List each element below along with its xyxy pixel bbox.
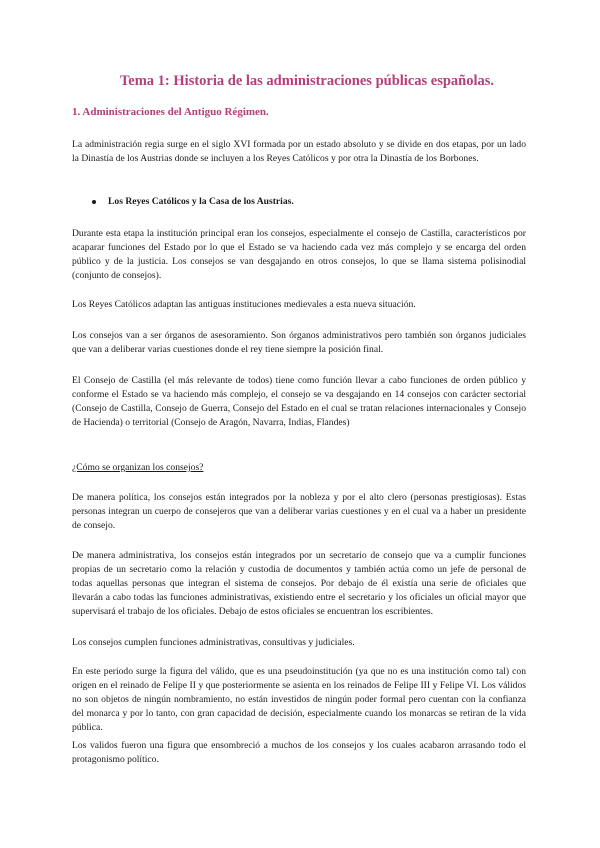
paragraph-reyes: Los Reyes Católicos adaptan las antiguas instituciones medievales a esta nueva situación. — [72, 299, 416, 310]
paragraph-consejos: Durante esta etapa la institución principal eran los consejos, especialmente el consejo de Castilla, característicos por acaparar funciones del Estado por lo que el Estado se va haciendo cada vez más complejo y se encarga del orden público y de la justicia. Los consejos se van desgajando en otros consejos, lo que se llama sistema polisinodial (conjunto de consejos). — [72, 228, 526, 281]
bullet-item — [92, 196, 294, 207]
bullet-heading: Los Reyes Católicos y la Casa de los Austrias. — [108, 196, 294, 207]
paragraph-validos-final: Los validos fueron una figura que ensombreció a muchos de los consejos y los cuales acabaron arrasando todo el protagonismo político. — [72, 740, 526, 765]
paragraph-organos: Los consejos van a ser órganos de asesoramiento. Son órganos administrativos pero también son órganos judiciales que van a deliberar varias cuestiones donde el rey tiene siempre la posición final. — [72, 330, 526, 355]
paragraph-administrativa: De manera administrativa, los consejos están integrados por un secretario de consejo que va a cumplir funciones propias de un secretario como la relación y custodia de documentos y también actúa como un jefe de personal de todas aquellas personas que integran el sistema de consejos. Por debajo de él existía una serie de oficiales que llevarán a cabo todas las funciones administrativas, existiendo entre el secretario y los oficiales un oficial mayor que supervisará el trabajo de los oficiales. Debajo de estos oficiales se encuentran los escribientes. — [72, 550, 526, 617]
bullet-icon — [92, 200, 96, 204]
section-heading: 1. Administraciones del Antiguo Régimen. — [72, 106, 269, 118]
paragraph-castilla: El Consejo de Castilla (el más relevante de todos) tiene como función llevar a cabo funciones de orden público y conforme el Estado se va haciendo más complejo, el consejo se va desgajando en 14 consejos con carácter sectorial (Consejo de Castilla, Consejo de Guerra, Consejo del Estado en el cual se tratan relaciones internacionales y Consejo de Hacienda) o territorial (Consejo de Aragón, Navarra, Indias, Flandes) — [72, 375, 526, 428]
paragraph-politica: De manera política, los consejos están integrados por la nobleza y por el alto clero (personas prestigiosas). Estas personas integran un cuerpo de consejeros que van a deliberar varias cuestiones y en el cual va a haber un presidente de consejo. — [72, 492, 526, 531]
paragraph-funciones: Los consejos cumplen funciones administrativas, consultivas y judiciales. — [72, 637, 355, 648]
question-heading: ¿Cómo se organizan los consejos? — [72, 462, 204, 473]
paragraph-intro: La administración regia surge en el siglo XVI formada por un estado absoluto y se divide en dos etapas, por un lado la Dinastía de los Austrias donde se incluyen a los Reyes Católicos y por otra la Dinastía de los Borbones. — [72, 139, 526, 164]
paragraph-valido: En este periodo surge la figura del válido, que es una pseudoinstitución (ya que no es una institución como tal) con origen en el reinado de Felipe II y que posteriormente se asienta en los reinados de Felipe III y Felipe VI. Los válidos no son objetos de ningún nombramiento, no están investidos de ningún poder formal pero cuentan con la confianza del monarca y por lo tanto, con gran capacidad de decisión, especialmente cuando los monarcas se retiran de la vida pública. — [72, 666, 526, 733]
document-title: Tema 1: Historia de las administraciones públicas españolas. — [119, 73, 495, 89]
